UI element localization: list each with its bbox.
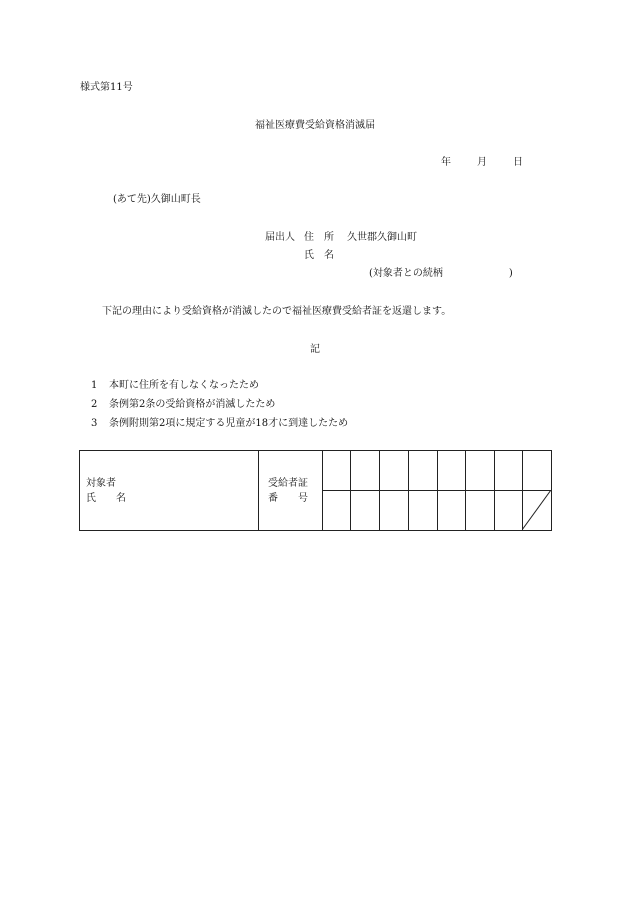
address-value: 久世郡久御山町 [347,232,417,243]
address-label: 住 所 [304,232,334,243]
certificate-table [79,450,552,531]
date-line [441,156,523,170]
reason-number: 3 [91,418,98,429]
relation-open: (対象者との続柄 [369,268,443,279]
date-year: 年 [441,157,451,168]
relation-line [369,267,513,281]
cert-label: 受給者証 [268,478,308,489]
table-divider [322,490,551,491]
subject-label: 対象者 [86,478,116,489]
notifier-label: 届出人 [265,232,295,243]
date-day: 日 [513,157,523,168]
reason-number: 2 [91,399,98,410]
body-text: 下記の理由により受給資格が消滅したので福祉医療費受給者証を返還します。 [102,306,452,317]
cert-number-label: 番 号 [268,493,308,504]
name-label: 氏 名 [304,250,334,261]
relation-close: ) [508,268,513,279]
ki-heading: 記 [310,344,320,355]
addressee: (あて先)久御山町長 [113,194,201,205]
form-number: 様式第11号 [80,82,133,93]
diagonal-slash [522,490,552,531]
reason-text: 条例第2条の受給資格が消滅したため [109,399,276,410]
reason-text: 条例附則第2項に規定する児童が18才に到達したため [109,418,349,429]
date-month: 月 [477,157,487,168]
table-divider [258,451,259,530]
subject-name-label: 氏 名 [86,493,126,504]
reason-number: 1 [91,380,98,391]
document-title: 福祉医療費受給資格消滅届 [255,120,375,131]
reason-text: 本町に住所を有しなくなったため [109,380,259,391]
